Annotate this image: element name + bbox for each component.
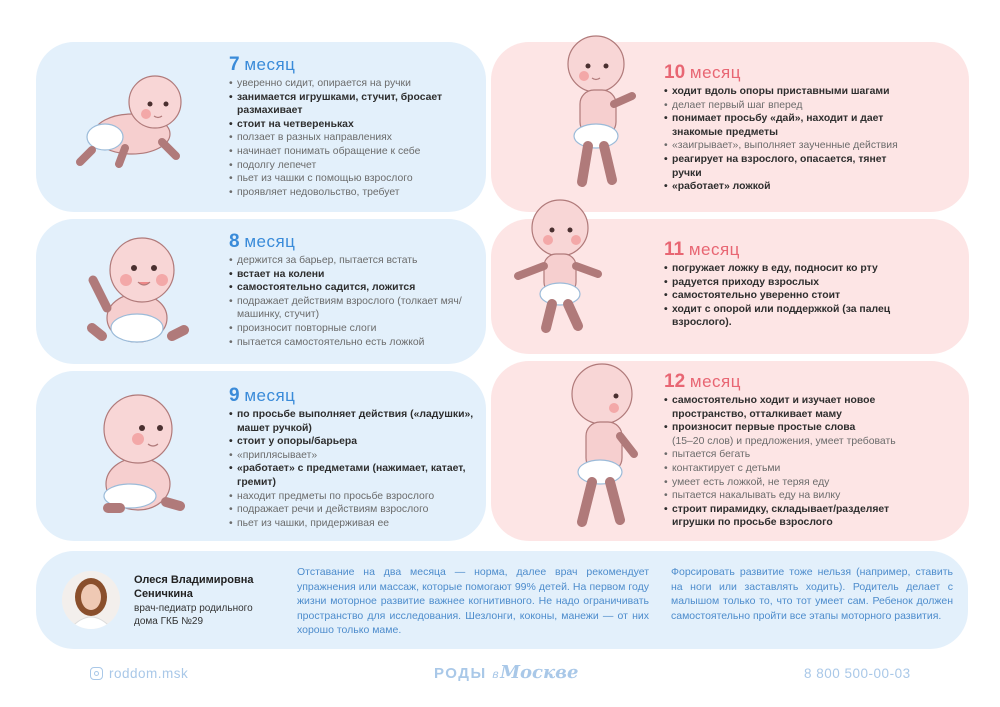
advice-note-right: Форсировать развитие тоже нельзя (например, ставить на ноги или заставлять ходить). Родитель делает с малышом только то, что тот умеет сам. Ребенок должен самостоятельно пройти все этапы моторного развития. — [671, 566, 953, 622]
milestone-item: • «приплясывает» — [229, 449, 474, 463]
doctor-role: врач-педиатр родильного дома ГКБ №29 — [134, 603, 253, 627]
milestone-item: • радуется приходу взрослых — [664, 276, 914, 290]
month-9-title: 9 месяц — [229, 385, 296, 406]
month-7-content — [229, 55, 474, 199]
milestone-item: • понимает просьбу «дай», находит и дает знакомые предметы — [664, 112, 914, 139]
milestone-item: • самостоятельно уверенно стоит — [664, 289, 914, 303]
milestone-item: (15–20 слов) и предложения, умеет требовать — [672, 435, 896, 447]
walking-toddler-illustration — [558, 356, 648, 536]
milestone-item: • произносит первые простые слова — [664, 421, 914, 435]
phone-number[interactable]: 8 800 500-00-03 — [804, 666, 911, 681]
milestone-item: • самостоятельно ходит и изучает новое пространство, отталкивает маму — [664, 394, 914, 421]
milestone-item: • уверенно сидит, опирается на ручки — [229, 77, 474, 91]
milestone-item: • держится за барьер, пытается встать — [229, 254, 474, 268]
instagram-icon — [90, 667, 103, 680]
milestone-item: • ползает в разных направлениях — [229, 131, 474, 145]
milestone-item: • ходит с опорой или поддержкой (за палец взрослого). — [664, 303, 914, 330]
milestone-item: • реагирует на взрослого, опасается, тянет ручки — [664, 153, 914, 180]
crawling-baby-illustration — [70, 62, 190, 172]
month-11-content — [664, 240, 914, 330]
brand-logo: РОДЫ вМоскве — [434, 662, 579, 683]
milestone-item: • пьет из чашки с помощью взрослого — [229, 172, 474, 186]
milestone-item: • пытается бегать — [664, 448, 914, 462]
doctor-avatar — [62, 571, 120, 629]
milestone-item: • встает на колени — [229, 268, 474, 282]
milestone-item: • пытается самостоятельно есть ложкой — [229, 336, 474, 350]
milestone-item: • погружает ложку в еду, подносит ко рту — [664, 262, 914, 276]
milestone-item: • подражает действиям взрослого (толкает мяч/машинку, стучит) — [229, 295, 474, 322]
month-8-content — [229, 232, 474, 349]
month-10-list — [664, 85, 914, 194]
month-10-title: 10 месяц — [664, 62, 741, 83]
milestone-item: • занимается игрушками, стучит, бросает размахивает — [229, 91, 474, 118]
milestone-item: • умеет есть ложкой, не теряя еду — [664, 476, 914, 490]
month-12-list — [664, 394, 914, 530]
milestone-item: • подолгу лепечет — [229, 159, 474, 173]
doctor-name: Олеся Владимировна Сеничкина — [134, 574, 254, 600]
instagram-link[interactable]: roddom.msk — [90, 666, 188, 681]
month-10-content — [664, 63, 914, 194]
month-11-list — [664, 262, 914, 330]
month-7-title: 7 месяц — [229, 54, 296, 75]
milestone-item: • ходит вдоль опоры приставными шагами — [664, 85, 914, 99]
month-9-content — [229, 386, 474, 530]
milestone-item: • начинает понимать обращение к себе — [229, 145, 474, 159]
month-11-title: 11 месяц — [664, 239, 740, 260]
milestone-item: • «заигрывает», выполняет заученные действия — [664, 139, 914, 153]
milestone-item: • «работает» ложкой — [664, 180, 914, 194]
doctor-portrait-icon — [62, 571, 120, 629]
month-12-content — [664, 372, 914, 530]
milestone-item: • проявляет недовольство, требует — [229, 186, 474, 200]
milestone-item: • пытается накалывать еду на вилку — [664, 489, 914, 503]
month-8-title: 8 месяц — [229, 231, 296, 252]
milestone-item: • строит пирамидку, складывает/разделяет игрушки по просьбе взрослого — [664, 503, 914, 530]
milestone-item: • произносит повторные слоги — [229, 322, 474, 336]
standing-baby-supported-illustration — [556, 32, 646, 192]
milestone-item: • пьет из чашки, придерживая ее — [229, 517, 474, 531]
milestone-item: • стоит на четвереньках — [229, 118, 474, 132]
milestone-item: • самостоятельно садится, ложится — [229, 281, 474, 295]
milestone-item: • «работает» с предметами (нажимает, катает, гремит) — [229, 462, 474, 489]
sitting-baby-illustration — [80, 384, 190, 519]
milestone-item: • находит предметы по просьбе взрослого — [229, 490, 474, 504]
month-8-list — [229, 254, 474, 349]
month-12-title: 12 месяц — [664, 371, 741, 392]
walking-baby-illustration — [510, 196, 610, 336]
month-9-list — [229, 408, 474, 530]
milestone-item: • стоит у опоры/барьера — [229, 435, 474, 449]
milestone-item: • контактирует с детьми — [664, 462, 914, 476]
milestone-item: • подражает речи и действиям взрослого — [229, 503, 474, 517]
sitting-baby-waving-illustration — [82, 226, 192, 351]
month-7-list — [229, 77, 474, 199]
advice-note-left: Отставание на два месяца — норма, далее врач рекомендует упражнения или массаж, которые помогают 99% детей. На первом году жизни моторное развитие важнее когнитивного. Не надо ограничивать пространство для исследования. Шезлонги, коконы, манежи — от них хорошо только маме. — [297, 566, 649, 636]
milestone-item: • по просьбе выполняет действия («ладушки», машет ручкой) — [229, 408, 474, 435]
milestone-item: • делает первый шаг вперед — [664, 99, 914, 113]
